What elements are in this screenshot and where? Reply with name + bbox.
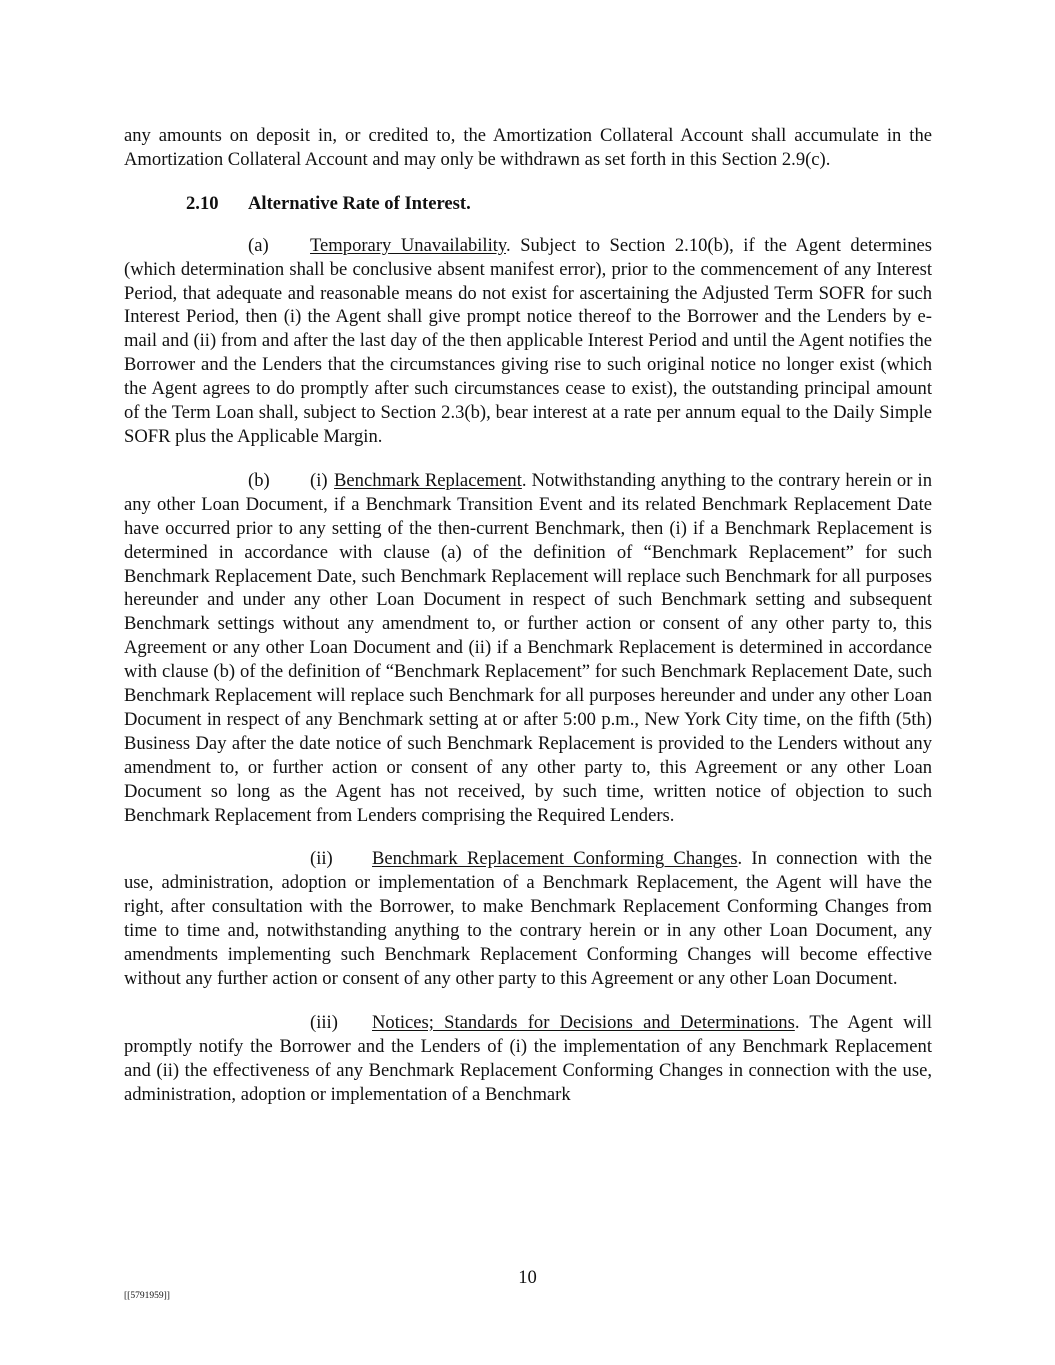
paragraph-ii-text: In connection with the use, administration, adoption or implementation of a Benchmark Replacement, the Agent will have the right, after consultation with the Borrower, to make Benchmark Replacement Conforming Changes from time to time and, notwithstanding anything to the contrary herein or in any other Loan Document, any amendments implementing such Benchmark Replacement Conforming Changes will become effective without any further action or consent of any other party to this Agreement or any other Loan Document. <box>124 848 932 989</box>
paragraph-a <box>124 234 932 449</box>
paragraph-iii-text: The Agent will promptly notify the Borrower and the Lenders of (i) the implementation of any Benchmark Replacement and (ii) the effectiveness of any Benchmark Replacement Conforming Changes in connection with the use, administration, adoption or implementation of a Benchmark <box>124 1011 932 1105</box>
paragraph-ii <box>124 847 932 990</box>
paragraph-b <box>124 469 932 828</box>
section-title: Alternative Rate of Interest <box>248 192 467 214</box>
paragraph-iii-heading-punct: . <box>794 1011 800 1033</box>
paragraph-ii-heading: Benchmark Replacement Conforming Changes <box>372 848 738 870</box>
paragraph-b-label: (b) <box>248 469 270 491</box>
intro-paragraph <box>124 124 932 172</box>
paragraph-b-heading: Benchmark Replacement <box>334 469 522 491</box>
paragraph-iii-label: (iii) <box>310 1011 338 1033</box>
section-number: 2.10 <box>186 192 219 214</box>
paragraph-a-label: (a) <box>248 234 269 256</box>
section-heading <box>186 192 932 216</box>
paragraph-ii-heading-punct: . <box>737 848 743 870</box>
paragraph-a-text: Subject to Section 2.10(b), if the Agent determines (which determination shall be conclusive absent manifest error), prior to the commencement of any Interest Period, that adequate and reasonable means do not exist for ascertaining the Adjusted Term SOFR for such Interest Period, then (i) the Agent shall give prompt notice thereof to the Borrower and the Lenders by e-mail and (ii) from and after the last day of the then applicable Interest Period and until the Agent notifies the Borrower and the Lenders that the circumstances giving rise to such original notice no longer exist (which the Agent agrees to do promptly after such circumstances cease to exist), the outstanding principal amount of the Term Loan shall, subject to Section 2.3(b), bear interest at a rate per annum equal to the Daily Simple SOFR plus the Applicable Margin. <box>124 234 932 447</box>
document-page <box>124 124 932 1127</box>
paragraph-a-heading: Temporary Unavailability <box>310 234 507 256</box>
intro-text: any amounts on deposit in, or credited to, the Amortization Collateral Account shall accumulate in the Amortization Collateral Account and may only be withdrawn as set forth in this Section 2.9(c). <box>124 125 932 170</box>
document-id: [[5791959]] <box>124 1291 170 1301</box>
section-title-punct: . <box>466 192 471 214</box>
paragraph-b-sublabel: (i) <box>310 469 328 491</box>
paragraph-a-heading-punct: . <box>506 234 511 256</box>
paragraph-iii <box>124 1011 932 1107</box>
paragraph-ii-label: (ii) <box>310 848 333 870</box>
paragraph-b-heading-punct: . <box>521 469 527 491</box>
paragraph-b-text: Notwithstanding anything to the contrary herein or in any other Loan Document, if a Benchmark Transition Event and its related Benchmark Replacement Date have occurred prior to any setting of the then-current Benchmark, then (i) if a Benchmark Replacement is determined in accordance with clause (a) of the definition of “Benchmark Replacement” for such Benchmark Replacement Date, such Benchmark Replacement will replace such Benchmark for all purposes hereunder and under any other Loan Document in respect of such Benchmark setting and subsequent Benchmark settings without any amendment to, or further action or consent of any other party to, this Agreement or any other Loan Document and (ii) if a Benchmark Replacement is determined in accordance with clause (b) of the definition of “Benchmark Replacement” for such Benchmark Replacement Date, such Benchmark Replacement will replace such Benchmark for all purposes hereunder and under any other Loan Document in respect of any Benchmark setting at or after 5:00 p.m., New York City time, on the fifth (5th) Business Day after the date notice of such Benchmark Replacement is provided to the Lenders without any amendment to, or further action or consent of any other party to, this Agreement or any other Loan Document so long as the Agent has not received, by such time, written notice of objection to such Benchmark Replacement from Lenders comprising the Required Lenders. <box>124 469 932 826</box>
page-number: 10 <box>518 1267 537 1288</box>
paragraph-iii-heading: Notices; Standards for Decisions and Determinations <box>372 1011 795 1033</box>
